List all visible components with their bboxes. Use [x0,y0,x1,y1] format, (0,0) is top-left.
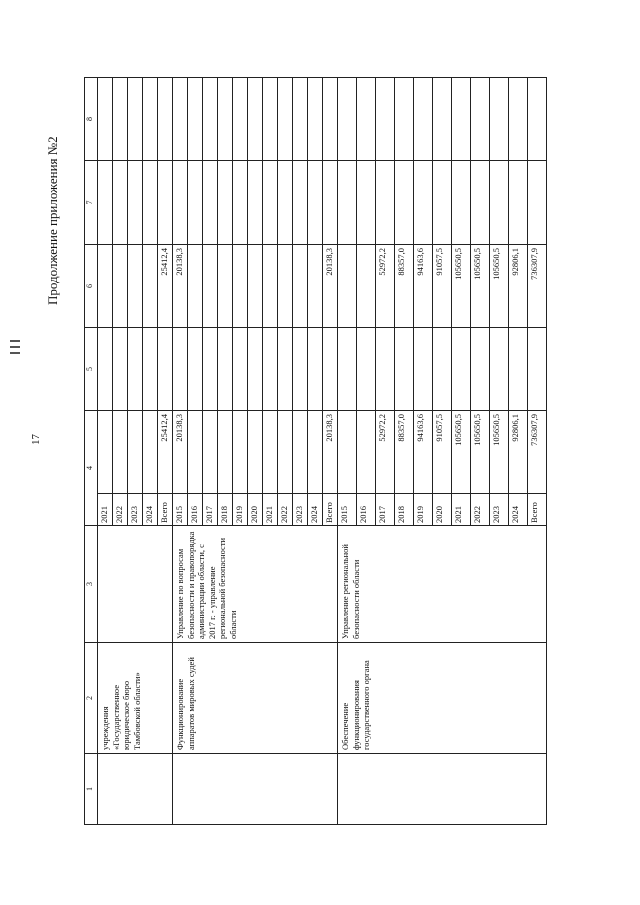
amount-cell [528,78,547,161]
amount-cell [338,328,357,411]
total-cell: Всего [158,494,173,526]
amount-cell [395,161,414,245]
amount-cell [233,78,248,161]
amount-cell [490,161,509,245]
amount-cell [203,411,218,494]
header-col-6: 6 [85,245,98,328]
year-cell: 2021 [452,494,471,526]
amount-cell [509,161,528,245]
amount-cell [113,245,128,328]
amount-cell [248,328,263,411]
amount-cell [203,328,218,411]
amount-cell [128,161,143,245]
amount-cell [158,78,173,161]
amount-cell [233,245,248,328]
amount-cell: 105650,5 [471,411,490,494]
amount-cell [433,161,452,245]
amount-cell [128,411,143,494]
amount-cell [248,411,263,494]
amount-cell [158,328,173,411]
header-col-1: 1 [85,754,98,825]
amount-cell [203,161,218,245]
amount-cell [278,161,293,245]
header-col-5: 5 [85,328,98,411]
amount-cell [490,328,509,411]
amount-cell: 736307,9 [528,245,547,328]
amount-cell [203,245,218,328]
blank-cell [98,754,173,825]
amount-cell [308,328,323,411]
appendix-caption: Продолжение приложения №2 [45,136,60,305]
amount-cell: 736307,9 [528,411,547,494]
amount-cell [143,78,158,161]
amount-cell [263,411,278,494]
page-number: 17 [30,434,42,445]
amount-cell [128,245,143,328]
amount-cell [233,161,248,245]
item-executor-state-body: Управление региональной безопасности области [338,526,547,643]
header-col-4: 4 [85,411,98,526]
amount-cell [128,78,143,161]
amount-cell: 92806,1 [509,411,528,494]
amount-cell [113,161,128,245]
amount-cell [414,328,433,411]
year-cell: 2020 [248,494,263,526]
amount-cell [323,328,338,411]
year-cell: 2021 [263,494,278,526]
amount-cell [323,78,338,161]
year-cell: 2016 [357,494,376,526]
year-cell: 2023 [128,494,143,526]
amount-cell [263,328,278,411]
amount-cell [452,78,471,161]
amount-cell [308,161,323,245]
amount-cell: 20138,3 [173,245,188,328]
amount-cell [278,78,293,161]
amount-cell: 105650,5 [490,245,509,328]
amount-cell [173,328,188,411]
amount-cell [338,78,357,161]
year-cell: 2021 [98,494,113,526]
amount-cell [218,328,233,411]
amount-cell: 25412,4 [158,245,173,328]
header-col-2: 2 [85,643,98,754]
amount-cell [471,78,490,161]
year-cell: 2022 [113,494,128,526]
year-cell: 2017 [376,494,395,526]
amount-cell [376,78,395,161]
amount-cell [308,245,323,328]
amount-cell [471,161,490,245]
total-cell: Всего [528,494,547,526]
amount-cell [357,411,376,494]
amount-cell [452,328,471,411]
year-cell: 2023 [490,494,509,526]
amount-cell [98,245,113,328]
item-name-legal-bureau: учреждения «Государственное юридическое бюро Тамбовской области» [98,643,173,754]
item-executor-legal-bureau [98,526,173,643]
amount-cell [528,161,547,245]
blank-cell [173,754,338,825]
amount-cell: 105650,5 [452,245,471,328]
header-col-7: 7 [85,161,98,245]
item-name-state-body: Обеспечение функционирования государственного органа [338,643,547,754]
amount-cell [357,78,376,161]
amount-cell [233,328,248,411]
blank-cell [338,754,547,825]
amount-cell: 20138,3 [323,411,338,494]
amount-cell [338,245,357,328]
amount-cell [338,161,357,245]
amount-cell [248,161,263,245]
year-cell: 2018 [218,494,233,526]
amount-cell [293,328,308,411]
year-cell: 2017 [203,494,218,526]
amount-cell: 52972,2 [376,245,395,328]
amount-cell [218,161,233,245]
amount-cell [218,245,233,328]
amount-cell [143,245,158,328]
year-cell: 2019 [414,494,433,526]
amount-cell [293,411,308,494]
amount-cell: 105650,5 [452,411,471,494]
amount-cell: 105650,5 [490,411,509,494]
year-cell: 2015 [173,494,188,526]
amount-cell [471,328,490,411]
amount-cell [188,245,203,328]
amount-cell [113,328,128,411]
amount-cell [128,328,143,411]
amount-cell [293,245,308,328]
year-cell: 2024 [143,494,158,526]
amount-cell [98,78,113,161]
amount-cell [248,78,263,161]
amount-cell [113,411,128,494]
amount-cell [278,328,293,411]
amount-cell [414,161,433,245]
amount-cell: 91057,5 [433,245,452,328]
amount-cell [308,411,323,494]
amount-cell [233,411,248,494]
program-funding-table [84,77,547,825]
amount-cell [433,78,452,161]
year-cell: 2018 [395,494,414,526]
amount-cell [188,78,203,161]
amount-cell [452,161,471,245]
year-cell: 2024 [308,494,323,526]
amount-cell [98,411,113,494]
amount-cell [263,161,278,245]
header-col-8: 8 [85,78,98,161]
year-cell: 2022 [278,494,293,526]
item-executor-magistrates: Управление по вопросам безопасности и правопорядка администрации области, с 2017 г. - управление региональной безопасности области [173,526,338,643]
amount-cell [113,78,128,161]
year-cell: 2023 [293,494,308,526]
amount-cell [98,161,113,245]
year-cell: 2019 [233,494,248,526]
amount-cell [173,161,188,245]
item-name-magistrates: Функционирование аппаратов мировых судей [173,643,338,754]
year-cell: 2022 [471,494,490,526]
amount-cell [414,78,433,161]
amount-cell [188,411,203,494]
amount-cell [509,78,528,161]
amount-cell [509,328,528,411]
amount-cell [188,161,203,245]
amount-cell [188,328,203,411]
amount-cell: 20138,3 [323,245,338,328]
amount-cell [376,161,395,245]
year-cell: 2016 [188,494,203,526]
amount-cell: 88357,0 [395,411,414,494]
amount-cell [98,328,113,411]
amount-cell [490,78,509,161]
amount-cell [528,328,547,411]
amount-cell: 94163,6 [414,245,433,328]
amount-cell [308,78,323,161]
amount-cell [323,161,338,245]
amount-cell [293,161,308,245]
amount-cell [263,245,278,328]
amount-cell: 92806,1 [509,245,528,328]
year-cell: 2024 [509,494,528,526]
amount-cell [218,411,233,494]
amount-cell [143,161,158,245]
amount-cell [357,245,376,328]
amount-cell [263,78,278,161]
year-cell: 2020 [433,494,452,526]
amount-cell [218,78,233,161]
amount-cell [395,78,414,161]
amount-cell [395,328,414,411]
amount-cell [293,78,308,161]
amount-cell [143,328,158,411]
amount-cell [203,78,218,161]
amount-cell [143,411,158,494]
header-col-3: 3 [85,526,98,643]
amount-cell [278,245,293,328]
amount-cell [376,328,395,411]
amount-cell: 25412,4 [158,411,173,494]
amount-cell: 52972,2 [376,411,395,494]
amount-cell [158,161,173,245]
amount-cell: 94163,6 [414,411,433,494]
year-cell: 2015 [338,494,357,526]
amount-cell: 105650,5 [471,245,490,328]
total-cell: Всего [323,494,338,526]
amount-cell: 91057,5 [433,411,452,494]
amount-cell [278,411,293,494]
amount-cell [357,328,376,411]
amount-cell [248,245,263,328]
amount-cell [338,411,357,494]
amount-cell [433,328,452,411]
amount-cell [173,78,188,161]
amount-cell: 20138,3 [173,411,188,494]
amount-cell [357,161,376,245]
amount-cell: 88357,0 [395,245,414,328]
